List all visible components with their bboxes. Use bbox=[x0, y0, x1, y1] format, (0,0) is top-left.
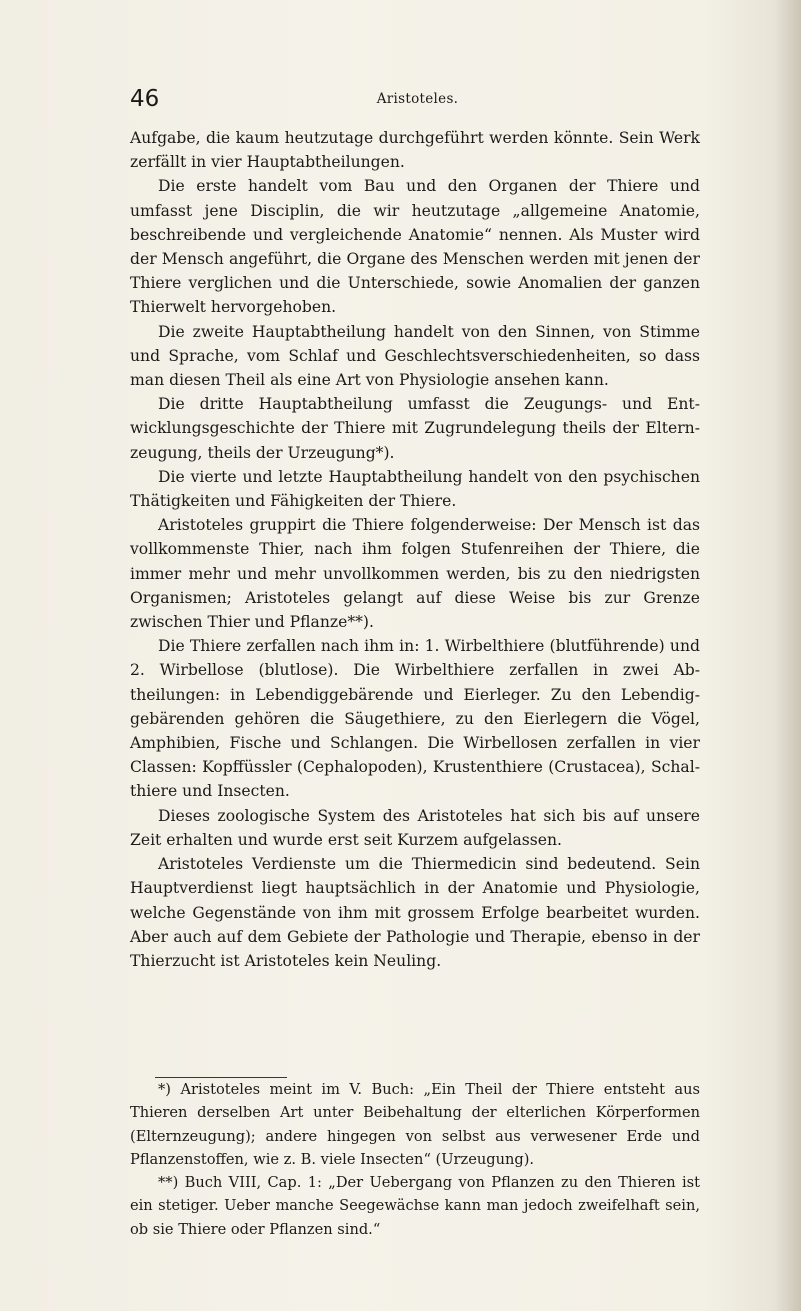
paragraph: Aristoteles Verdienste um die Thiermedicin sind bedeutend. Sein Hauptverdienst liegt hauptsächlich in der Anatomie und Physiologie, welche Gegenstände von ihm mit grossem Erfolge bearbeitet wurden. Aber auch auf dem Gebiete der Pathologie und Therapie, ebenso in der Thierzucht ist Aristoteles kein Neuling. bbox=[130, 855, 700, 970]
paragraph: Die Thiere zerfallen nach ihm in: 1. Wirbelthiere (blutführende) und 2. Wirbellose (blutlose). Die Wirbelthiere zerfallen in zwei Abtheilungen: in Lebendiggebärende und Eierleger. Zu den Lebendiggebärenden gehören die Säugethiere, zu den Eierlegern die Vögel, Amphibien, Fische und Schlangen. Die Wirbellosen zerfallen in vier Classen: Kopffüssler (Cephalopoden), Krustenthiere (Crustacea), Schalthiere und Insecten. bbox=[130, 637, 700, 801]
page-header bbox=[130, 84, 705, 118]
paragraph: Aufgabe, die kaum heutzutage durchgeführt werden könnte. Sein Werk zerfällt in vier Hauptabtheilungen. bbox=[130, 129, 700, 172]
paragraph: Die erste handelt vom Bau und den Organen der Thiere und umfasst jene Disciplin, die wir heutzutage „allgemeine Anatomie, beschreibende und vergleichende Anatomie“ nennen. Als Muster wird der Mensch angeführt, die Organe des Menschen werden mit jenen der Thiere verglichen und die Unterschiede, sowie Anomalien der ganzen Thierwelt hervorgehoben. bbox=[130, 177, 700, 317]
paragraph: Die vierte und letzte Hauptabtheilung handelt von den psychischen Thätigkeiten und Fähigkeiten der Thiere. bbox=[130, 467, 700, 511]
main-text bbox=[130, 126, 700, 973]
page-edge-shadow bbox=[775, 0, 801, 1311]
paragraph: Die zweite Hauptabtheilung handelt von den Sinnen, von Stimme und Sprache, vom Schlaf und Geschlechtsverschiedenheiten, so dass man diesen Theil als eine Art von Physiologie ansehen kann. bbox=[130, 322, 700, 390]
footnotes bbox=[130, 1078, 700, 1241]
page-number: 46 bbox=[130, 86, 160, 112]
paragraph: Die dritte Hauptabtheilung umfasst die Zeugungs- und Entwicklungsgeschichte der Thiere mit Zugrundelegung theils der Elternzeugung, theils der Urzeugung*). bbox=[130, 395, 700, 462]
paragraph: Dieses zoologische System des Aristoteles hat sich bis auf unsere Zeit erhalten und wurde erst seit Kurzem aufgelassen. bbox=[130, 806, 700, 849]
footnote: *) Aristoteles meint im V. Buch: „Ein Theil der Thiere entsteht aus Thieren derselben Art unter Beibehaltung der elterlichen Körperformen (Elternzeugung); andere hingegen von selbst aus verwesener Erde und Pflanzenstoffen, wie z. B. viele Insecten“ (Urzeugung). bbox=[130, 1081, 700, 1168]
running-head: Aristoteles. bbox=[376, 91, 459, 107]
paragraph: Aristoteles gruppirt die Thiere folgenderweise: Der Mensch ist das vollkommenste Thier, nach ihm folgen Stufenreihen der Thiere, die immer mehr und mehr unvollkommen werden, bis zu den niedrigsten Organismen; Aristoteles gelangt auf diese Weise bis zur Grenze zwischen Thier und Pflanze**). bbox=[130, 516, 700, 632]
footnote: **) Buch VIII, Cap. 1: „Der Uebergang von Pflanzen zu den Thieren ist ein stetiger. Ueber manche Seegewächse kann man jedoch zweifelhaft sein, ob sie Thiere oder Pflanzen sind.“ bbox=[130, 1174, 700, 1238]
